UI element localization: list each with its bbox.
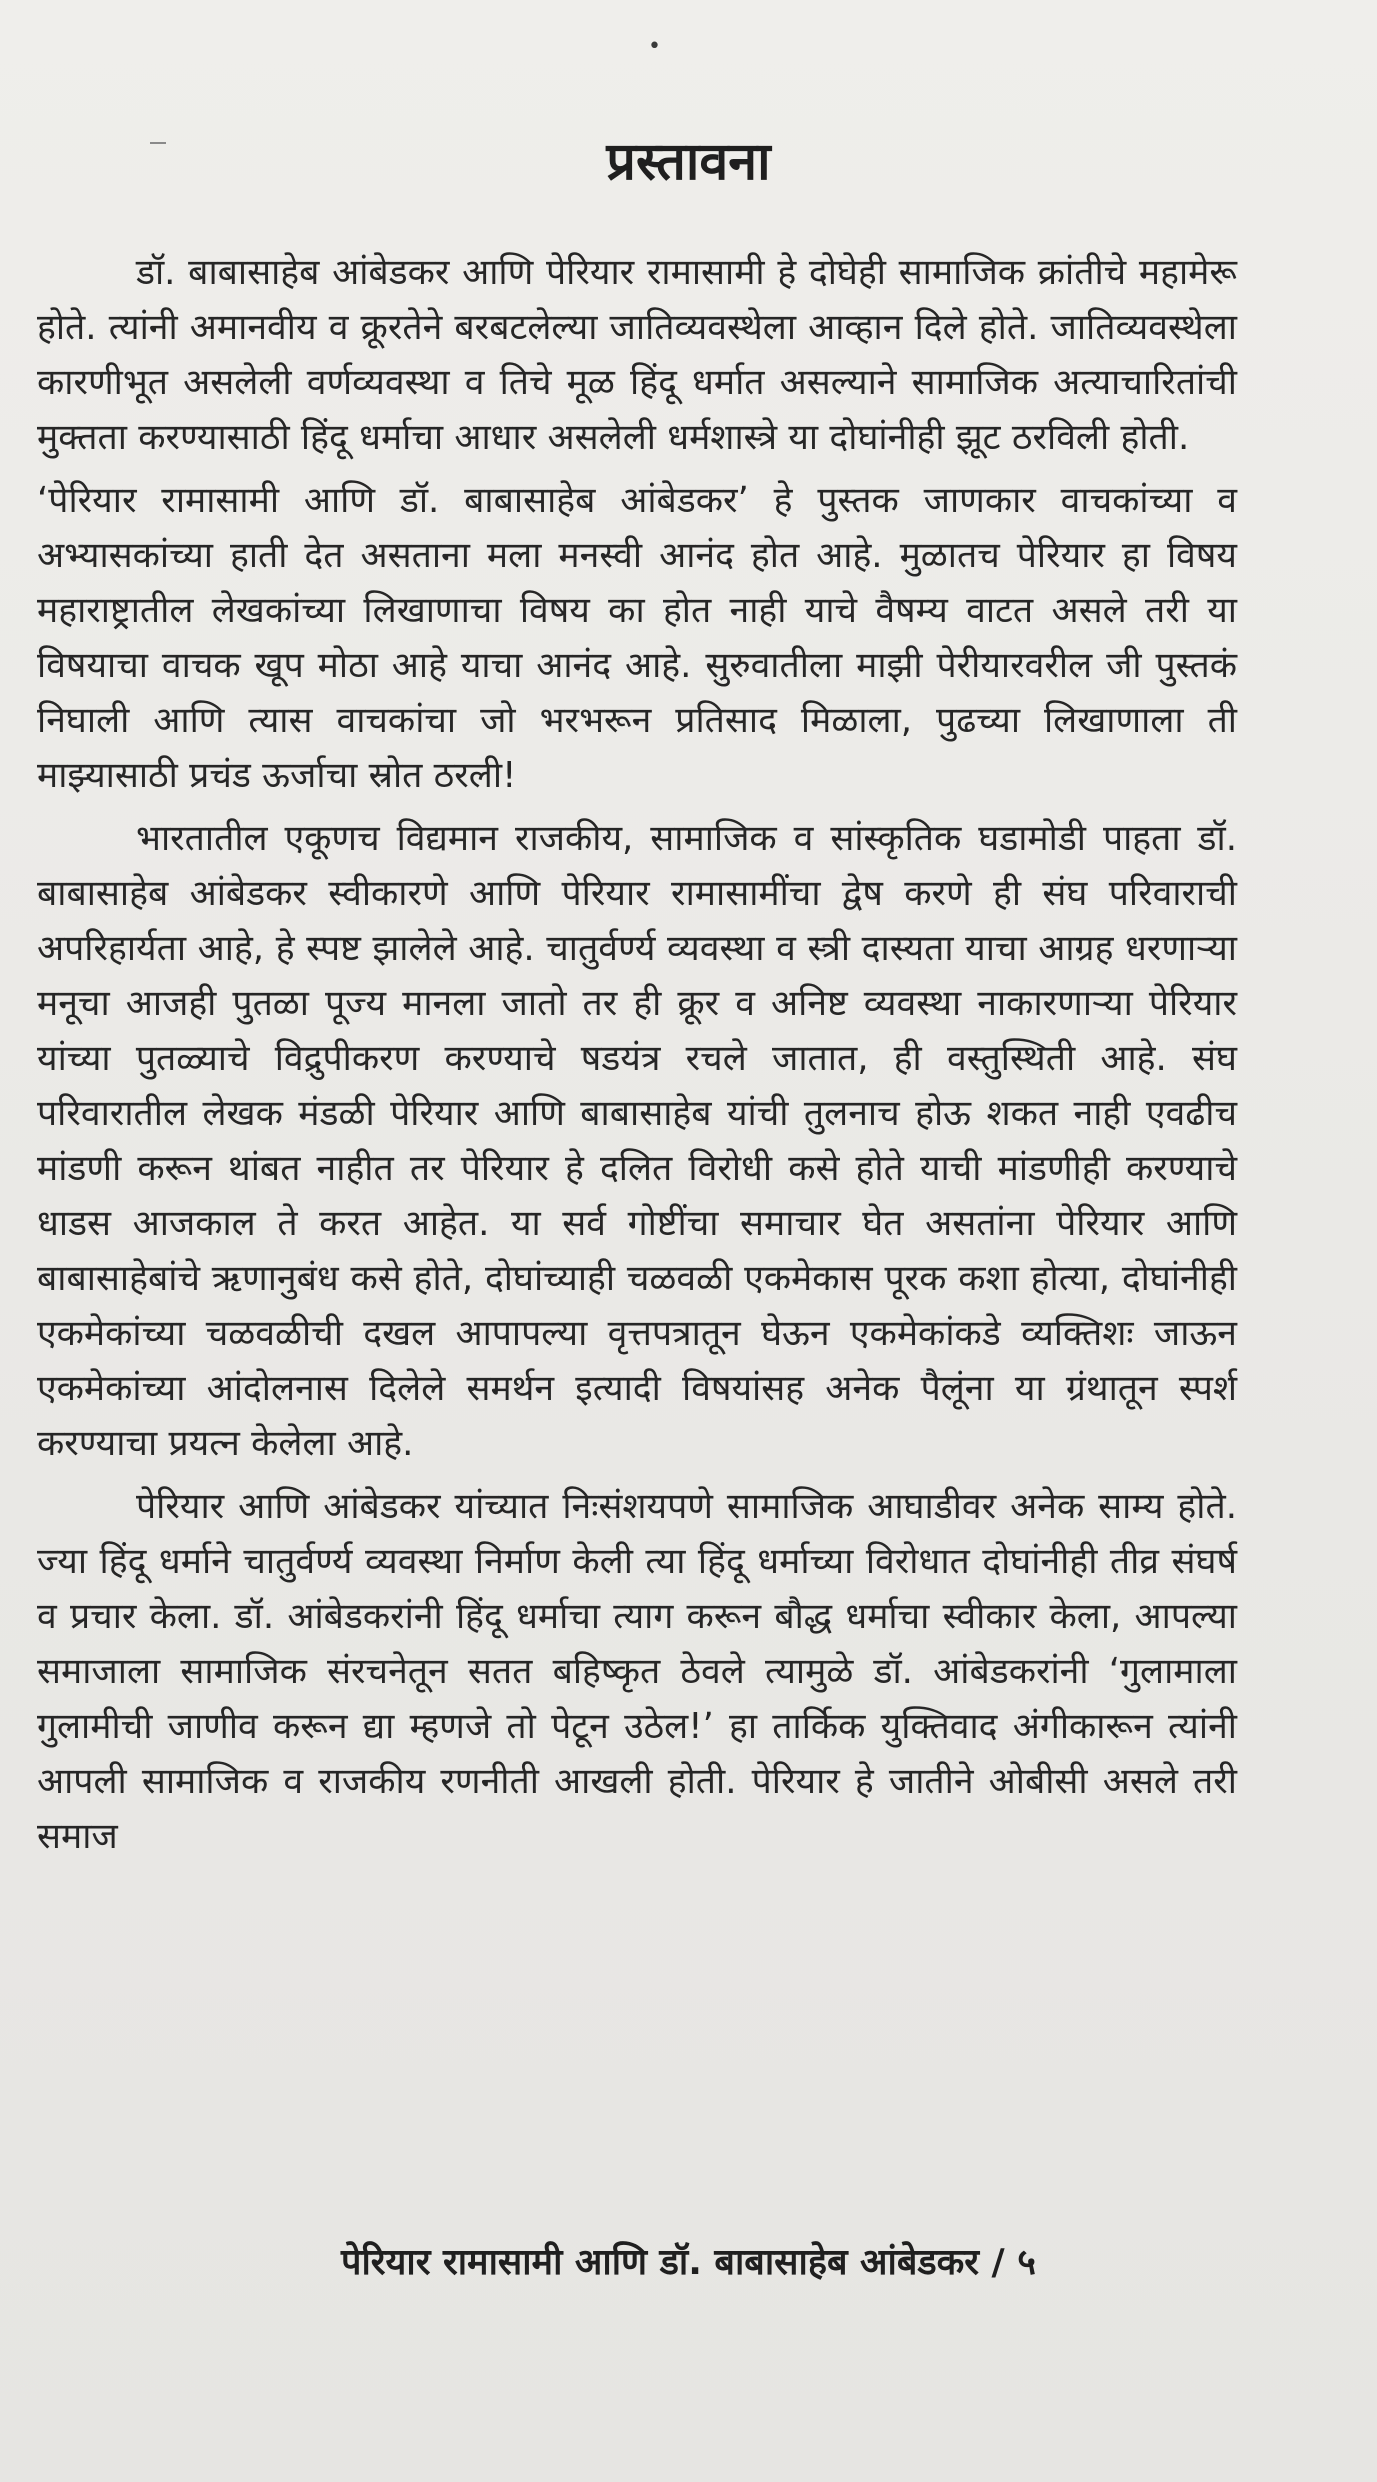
page-title: प्रस्तावना — [606, 132, 771, 192]
ink-speck: • — [648, 34, 661, 59]
page-footer: पेरियार रामासामी आणि डॉ. बाबासाहेब आंबेडकर / ५ — [341, 2242, 1036, 2283]
paragraph-2: ‘पेरियार रामासामी आणि डॉ. बाबासाहेब आंबेडकर’ हे पुस्तक जाणकार वाचकांच्या व अभ्यासकांच्या हाती देत असताना मला मनस्वी आनंद होत आहे. मुळातच पेरियार हा विषय महाराष्ट्रातील लेखकांच्या लिखाणाचा विषय का होत नाही याचे वैषम्य वाटत असले तरी या विषयाचा वाचक खूप मोठा आहे याचा आनंद आहे. सुरुवातीला माझी पेरीयारवरील जी पुस्तकं निघाली आणि त्यास वाचकांचा जो भरभरून प्रतिसाद मिळाला, पुढच्या लिखाणाला ती माझ्यासाठी प्रचंड ऊर्जाचा स्रोत ठरली! — [37, 480, 1237, 796]
body-text — [37, 245, 1237, 1864]
paragraph-4: पेरियार आणि आंबेडकर यांच्यात निःसंशयपणे सामाजिक आघाडीवर अनेक साम्य होते. ज्या हिंदू धर्माने चातुर्वर्ण्य व्यवस्था निर्माण केली त्या हिंदू धर्माच्या विरोधात दोघांनीही तीव्र संघर्ष व प्रचार केला. डॉ. आंबेडकरांनी हिंदू धर्माचा त्याग करून बौद्ध धर्माचा स्वीकार केला, आपल्या समाजाला सामाजिक संरचनेतून सतत बहिष्कृत ठेवले त्यामुळे डॉ. आंबेडकरांनी ‘गुलामाला गुलामीची जाणीव करून द्या म्हणजे तो पेटून उठेल!’ हा तार्किक युक्तिवाद अंगीकारून त्यांनी आपली सामाजिक व राजकीय रणनीती आखली होती. पेरियार हे जातीने ओबीसी असले तरी समाज — [37, 1486, 1237, 1857]
paragraph-1: डॉ. बाबासाहेब आंबेडकर आणि पेरियार रामासामी हे दोघेही सामाजिक क्रांतीचे महामेरू होते. त्यांनी अमानवीय व क्रूरतेने बरबटलेल्या जातिव्यवस्थेला आव्हान दिले होते. जातिव्यवस्थेला कारणीभूत असलेली वर्णव्यवस्था व तिचे मूळ हिंदू धर्मात असल्याने सामाजिक अत्याचारितांची मुक्तता करण्यासाठी हिंदू धर्माचा आधार असलेली धर्मशास्त्रे या दोघांनीही झूट ठरविली होती. — [37, 252, 1237, 458]
paragraph-3: भारतातील एकूणच विद्यमान राजकीय, सामाजिक व सांस्कृतिक घडामोडी पाहता डॉ. बाबासाहेब आंबेडकर स्वीकारणे आणि पेरियार रामासामींचा द्वेष करणे ही संघ परिवाराची अपरिहार्यता आहे, हे स्पष्ट झालेले आहे. चातुर्वर्ण्य व्यवस्था व स्त्री दास्यता याचा आग्रह धरणाऱ्या मनूचा आजही पुतळा पूज्य मानला जातो तर ही क्रूर व अनिष्ट व्यवस्था नाकारणाऱ्या पेरियार यांच्या पुतळ्याचे विद्रुपीकरण करण्याचे षडयंत्र रचले जातात, ही वस्तुस्थिती आहे. संघ परिवारातील लेखक मंडळी पेरियार आणि बाबासाहेब यांची तुलनाच होऊ शकत नाही एवढीच मांडणी करून थांबत नाहीत तर पेरियार हे दलित विरोधी कसे होते याची मांडणीही करण्याचे धाडस आजकाल ते करत आहेत. या सर्व गोष्टींचा समाचार घेत असतांना पेरियार आणि बाबासाहेबांचे ऋणानुबंध कसे होते, दोघांच्याही चळवळी एकमेकास पूरक कशा होत्या, दोघांनीही एकमेकांच्या चळवळीची दखल आपापल्या वृत्तपत्रातून घेऊन एकमेकांकडे व्यक्तिशः जाऊन एकमेकांच्या आंदोलनास दिलेले समर्थन इत्यादी विषयांसह अनेक पैलूंना या ग्रंथातून स्पर्श करण्याचा प्रयत्न केलेला आहे. — [37, 818, 1237, 1464]
